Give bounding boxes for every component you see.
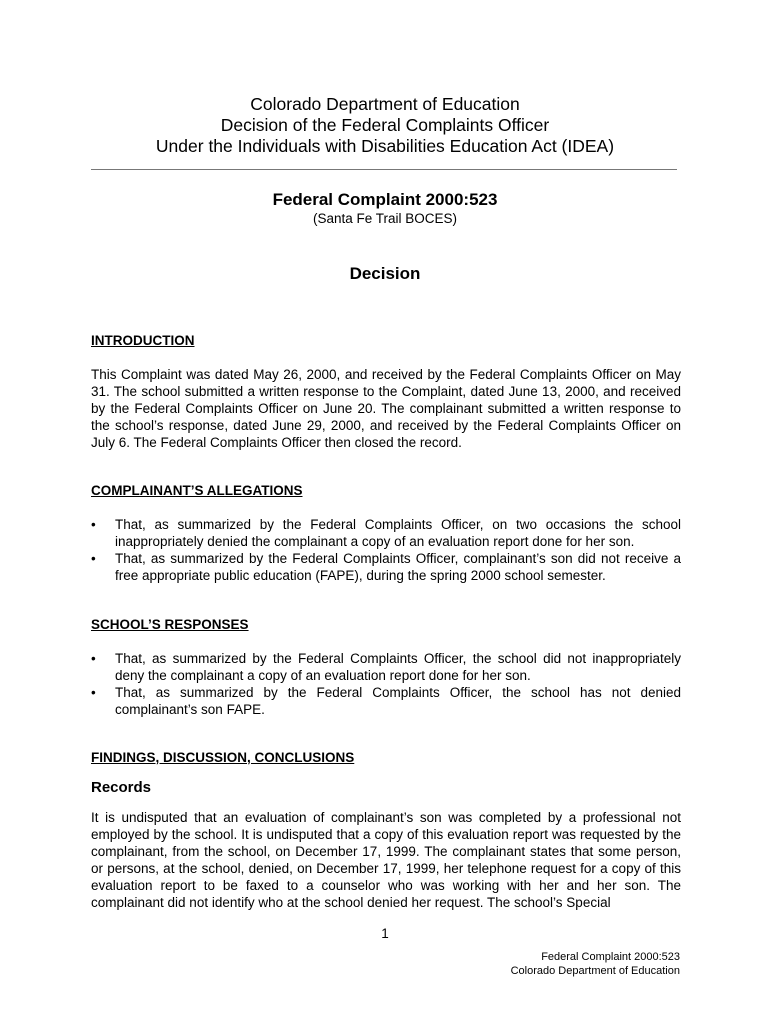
introduction-text: This Complaint was dated May 26, 2000, and received by the Federal Complaints Officer on May 31. The school submitted a written response to the Complaint, dated June 13, 2000, and received by the Federal Complaints Officer on June 20. The complainant submitted a written response to the school’s response, dated June 29, 2000, and received by the Federal Complaints Officer on July 6. The Federal Complaints Officer then closed the record. [91, 367, 681, 450]
list-item [91, 516, 681, 550]
document-header [0, 94, 770, 157]
response-text: That, as summarized by the Federal Complaints Officer, the school has not denied complainant’s son FAPE. [115, 685, 681, 717]
complaint-title: Federal Complaint 2000:523 [272, 190, 498, 209]
page-number: 1 [381, 926, 389, 941]
responses-heading: SCHOOL’S RESPONSES [91, 617, 249, 632]
findings-heading: FINDINGS, DISCUSSION, CONCLUSIONS [91, 750, 355, 765]
bullet-icon: • [91, 651, 96, 666]
header-agency: Colorado Department of Education [250, 94, 520, 114]
footer-agency: Colorado Department of Education [510, 965, 680, 977]
list-item [91, 684, 681, 718]
allegations-list [91, 516, 681, 584]
responses-list [91, 650, 681, 718]
list-item [91, 550, 681, 584]
decision-title: Decision [349, 264, 421, 283]
allegation-text: That, as summarized by the Federal Complaints Officer, on two occasions the school inappropriately denied the complainant a copy of an evaluation report done for her son. [115, 517, 681, 549]
list-item [91, 650, 681, 684]
allegations-heading: COMPLAINANT’S ALLEGATIONS [91, 483, 303, 498]
bullet-icon: • [91, 685, 96, 700]
records-subheading: Records [91, 779, 152, 796]
header-divider [91, 169, 677, 170]
bullet-icon: • [91, 551, 96, 566]
header-decision-of: Decision of the Federal Complaints Officer [220, 115, 550, 135]
introduction-heading: INTRODUCTION [91, 333, 195, 348]
header-act: Under the Individuals with Disabilities Education Act (IDEA) [155, 136, 615, 156]
complaint-subtitle: (Santa Fe Trail BOCES) [312, 211, 458, 226]
document-body [91, 332, 681, 911]
footer-complaint: Federal Complaint 2000:523 [541, 951, 680, 963]
page-footer [511, 950, 680, 978]
response-text: That, as summarized by the Federal Complaints Officer, the school did not inappropriately deny the complainant a copy of an evaluation report done for her son. [115, 651, 681, 683]
records-text: It is undisputed that an evaluation of complainant’s son was completed by a professional not employed by the school. It is undisputed that a copy of this evaluation report was requested by the complainant, from the school, on December 17, 1999. The complainant states that some person, or persons, at the school, denied, on December 17, 1999, her telephone request for a copy of this evaluation report to be faxed to a counselor who was working with her and her son. The complainant did not identify who at the school denied her request. The school’s Special [91, 810, 681, 910]
allegation-text: That, as summarized by the Federal Complaints Officer, complainant’s son did not receive a free appropriate public education (FAPE), during the spring 2000 school semester. [115, 551, 681, 583]
bullet-icon: • [91, 517, 96, 532]
